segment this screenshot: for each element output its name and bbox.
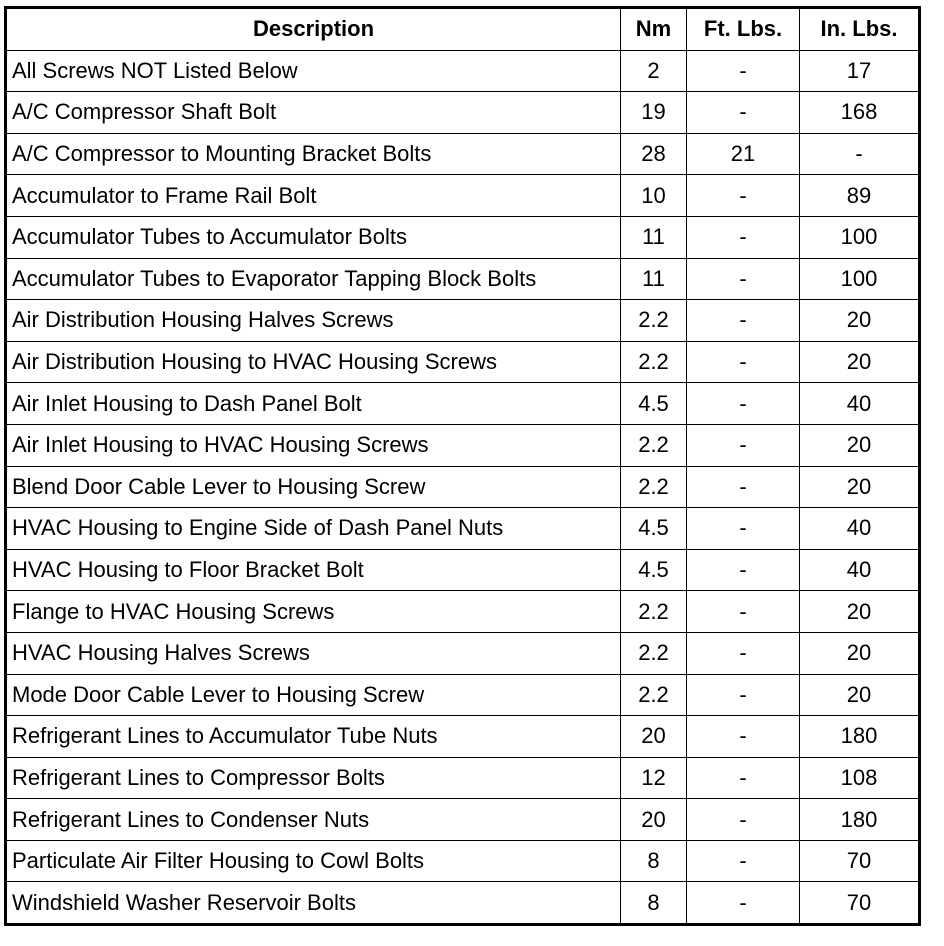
cell-ft-lbs: - [687,216,800,258]
header-nm: Nm [621,8,687,51]
cell-description: Air Distribution Housing to HVAC Housing Screws [6,341,621,383]
cell-nm: 4.5 [621,383,687,425]
cell-description: Accumulator Tubes to Accumulator Bolts [6,216,621,258]
table-row [6,840,920,882]
cell-nm: 20 [621,799,687,841]
cell-in-lbs: 40 [800,549,920,591]
cell-in-lbs: 70 [800,840,920,882]
cell-ft-lbs: - [687,383,800,425]
cell-in-lbs: 100 [800,258,920,300]
cell-in-lbs: - [800,133,920,175]
cell-ft-lbs: - [687,508,800,550]
table-row [6,341,920,383]
cell-description: HVAC Housing to Engine Side of Dash Panel Nuts [6,508,621,550]
cell-in-lbs: 20 [800,300,920,342]
torque-spec-table-container [4,6,918,926]
cell-nm: 28 [621,133,687,175]
cell-ft-lbs: - [687,300,800,342]
table-row [6,300,920,342]
cell-description: Flange to HVAC Housing Screws [6,591,621,633]
cell-in-lbs: 108 [800,757,920,799]
cell-nm: 2 [621,50,687,92]
table-row [6,716,920,758]
cell-description: Windshield Washer Reservoir Bolts [6,882,621,925]
cell-nm: 2.2 [621,424,687,466]
cell-in-lbs: 20 [800,591,920,633]
table-row [6,424,920,466]
cell-ft-lbs: - [687,840,800,882]
cell-description: Air Inlet Housing to HVAC Housing Screws [6,424,621,466]
cell-ft-lbs: - [687,175,800,217]
cell-description: Refrigerant Lines to Condenser Nuts [6,799,621,841]
table-row [6,549,920,591]
cell-ft-lbs: - [687,258,800,300]
cell-in-lbs: 180 [800,716,920,758]
cell-nm: 2.2 [621,674,687,716]
header-in-lbs: In. Lbs. [800,8,920,51]
cell-in-lbs: 89 [800,175,920,217]
cell-description: A/C Compressor to Mounting Bracket Bolts [6,133,621,175]
cell-nm: 19 [621,92,687,134]
table-header-row [6,8,920,51]
cell-nm: 11 [621,216,687,258]
cell-in-lbs: 17 [800,50,920,92]
cell-nm: 8 [621,840,687,882]
cell-in-lbs: 40 [800,383,920,425]
cell-in-lbs: 70 [800,882,920,925]
header-ft-lbs: Ft. Lbs. [687,8,800,51]
cell-nm: 4.5 [621,549,687,591]
cell-in-lbs: 180 [800,799,920,841]
cell-description: Refrigerant Lines to Accumulator Tube Nuts [6,716,621,758]
table-row [6,591,920,633]
cell-in-lbs: 20 [800,424,920,466]
cell-ft-lbs: - [687,757,800,799]
cell-description: Blend Door Cable Lever to Housing Screw [6,466,621,508]
cell-in-lbs: 20 [800,341,920,383]
cell-nm: 4.5 [621,508,687,550]
cell-nm: 10 [621,175,687,217]
cell-ft-lbs: - [687,882,800,925]
torque-spec-table [4,6,921,926]
table-row [6,466,920,508]
header-description: Description [6,8,621,51]
table-row [6,799,920,841]
cell-ft-lbs: - [687,549,800,591]
cell-ft-lbs: - [687,341,800,383]
table-row [6,50,920,92]
cell-nm: 2.2 [621,591,687,633]
table-row [6,383,920,425]
table-row [6,216,920,258]
table-row [6,133,920,175]
cell-description: All Screws NOT Listed Below [6,50,621,92]
cell-description: Air Inlet Housing to Dash Panel Bolt [6,383,621,425]
cell-nm: 2.2 [621,341,687,383]
cell-in-lbs: 20 [800,674,920,716]
table-body [6,50,920,924]
cell-description: Particulate Air Filter Housing to Cowl Bolts [6,840,621,882]
cell-nm: 2.2 [621,632,687,674]
table-row [6,258,920,300]
table-row [6,674,920,716]
cell-ft-lbs: - [687,674,800,716]
cell-ft-lbs: - [687,424,800,466]
cell-ft-lbs: - [687,799,800,841]
cell-nm: 20 [621,716,687,758]
cell-description: Mode Door Cable Lever to Housing Screw [6,674,621,716]
table-row [6,757,920,799]
table-row [6,508,920,550]
cell-description: Accumulator Tubes to Evaporator Tapping Block Bolts [6,258,621,300]
cell-in-lbs: 20 [800,466,920,508]
table-row [6,882,920,925]
cell-nm: 2.2 [621,466,687,508]
table-row [6,175,920,217]
cell-ft-lbs: - [687,92,800,134]
cell-ft-lbs: - [687,716,800,758]
cell-description: A/C Compressor Shaft Bolt [6,92,621,134]
cell-in-lbs: 168 [800,92,920,134]
cell-description: HVAC Housing Halves Screws [6,632,621,674]
cell-ft-lbs: - [687,591,800,633]
table-row [6,632,920,674]
cell-description: Accumulator to Frame Rail Bolt [6,175,621,217]
cell-nm: 12 [621,757,687,799]
cell-description: Air Distribution Housing Halves Screws [6,300,621,342]
table-row [6,92,920,134]
cell-ft-lbs: 21 [687,133,800,175]
cell-nm: 8 [621,882,687,925]
cell-ft-lbs: - [687,50,800,92]
cell-description: Refrigerant Lines to Compressor Bolts [6,757,621,799]
cell-ft-lbs: - [687,632,800,674]
cell-ft-lbs: - [687,466,800,508]
cell-nm: 2.2 [621,300,687,342]
cell-in-lbs: 20 [800,632,920,674]
cell-in-lbs: 40 [800,508,920,550]
cell-in-lbs: 100 [800,216,920,258]
cell-nm: 11 [621,258,687,300]
cell-description: HVAC Housing to Floor Bracket Bolt [6,549,621,591]
